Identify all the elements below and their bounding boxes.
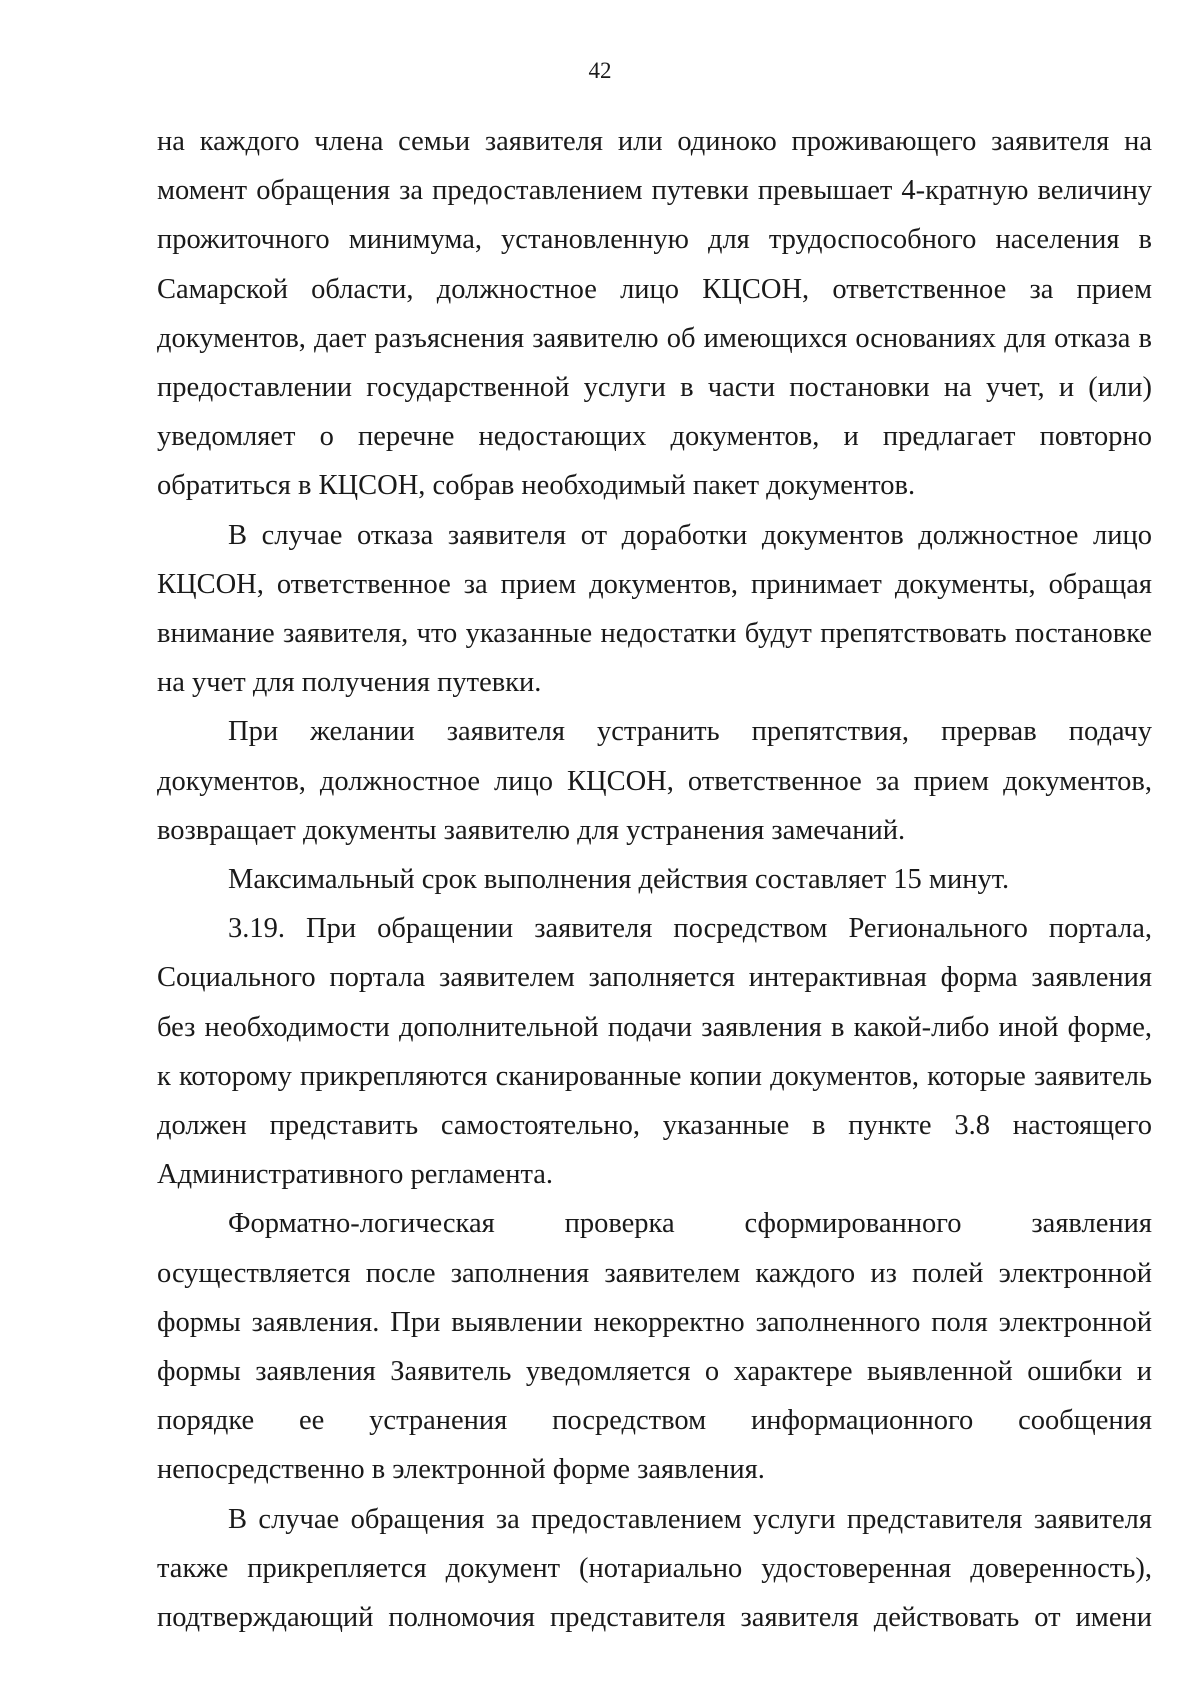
paragraph-section-3-19: 3.19. При обращении заявителя посредством Регионального портала, Социального портала заявителем заполняется интерактивная форма заявления без необходимости дополнительной подачи заявления в какой-либо иной форме, к которому прикрепляются сканированные копии документов, которые заявитель должен представить самостоятельно, указанные в пункте 3.8 настоящего Административного регламента. [157, 913, 1152, 1191]
paragraph-refusal-case: В случае отказа заявителя от доработки документов должностное лицо КЦСОН, ответственное за прием документов, принимает документы, обращая внимание заявителя, что указанные недостатки будут препятствовать постановке на учет для получения путевки. [157, 519, 1152, 699]
page-number: 42 [588, 58, 612, 83]
paragraph-format-check: Форматно-логическая проверка сформированного заявления осуществляется после заполнения заявителем каждого из полей электронной формы заявления. При выявлении некорректно заполненного поля электронной формы заявления Заявитель уведомляется о характере выявленной ошибки и порядке ее устранения посредством информационного сообщения непосредственно в электронной форме заявления. [157, 1208, 1152, 1486]
paragraph-remove-obstacles: При желании заявителя устранить препятствия, прервав подачу документов, должностное лицо КЦСОН, ответственное за прием документов, возвращает документы заявителю для устранения замечаний. [157, 716, 1152, 846]
paragraph-continuation: на каждого члена семьи заявителя или одиноко проживающего заявителя на момент обращения за предоставлением путевки превышает 4-кратную величину прожиточного минимума, установленную для трудоспособного населения в Самарской области, должностное лицо КЦСОН, ответственное за прием документов, дает разъяснения заявителю об имеющихся основаниях для отказа в предоставлении государственной услуги в части постановки на учет, и (или) уведомляет о перечне недостающих документов, и предлагает повторно обратиться в КЦСОН, собрав необходимый пакет документов. [157, 126, 1152, 502]
document-body [157, 117, 1152, 1642]
paragraph-representative: В случае обращения за предоставлением услуги представителя заявителя также прикрепляется документ (нотариально удостоверенная доверенность), подтверждающий полномочия представителя заявителя действовать от имени [157, 1503, 1152, 1634]
paragraph-max-duration: Максимальный срок выполнения действия составляет 15 минут. [228, 864, 1010, 896]
